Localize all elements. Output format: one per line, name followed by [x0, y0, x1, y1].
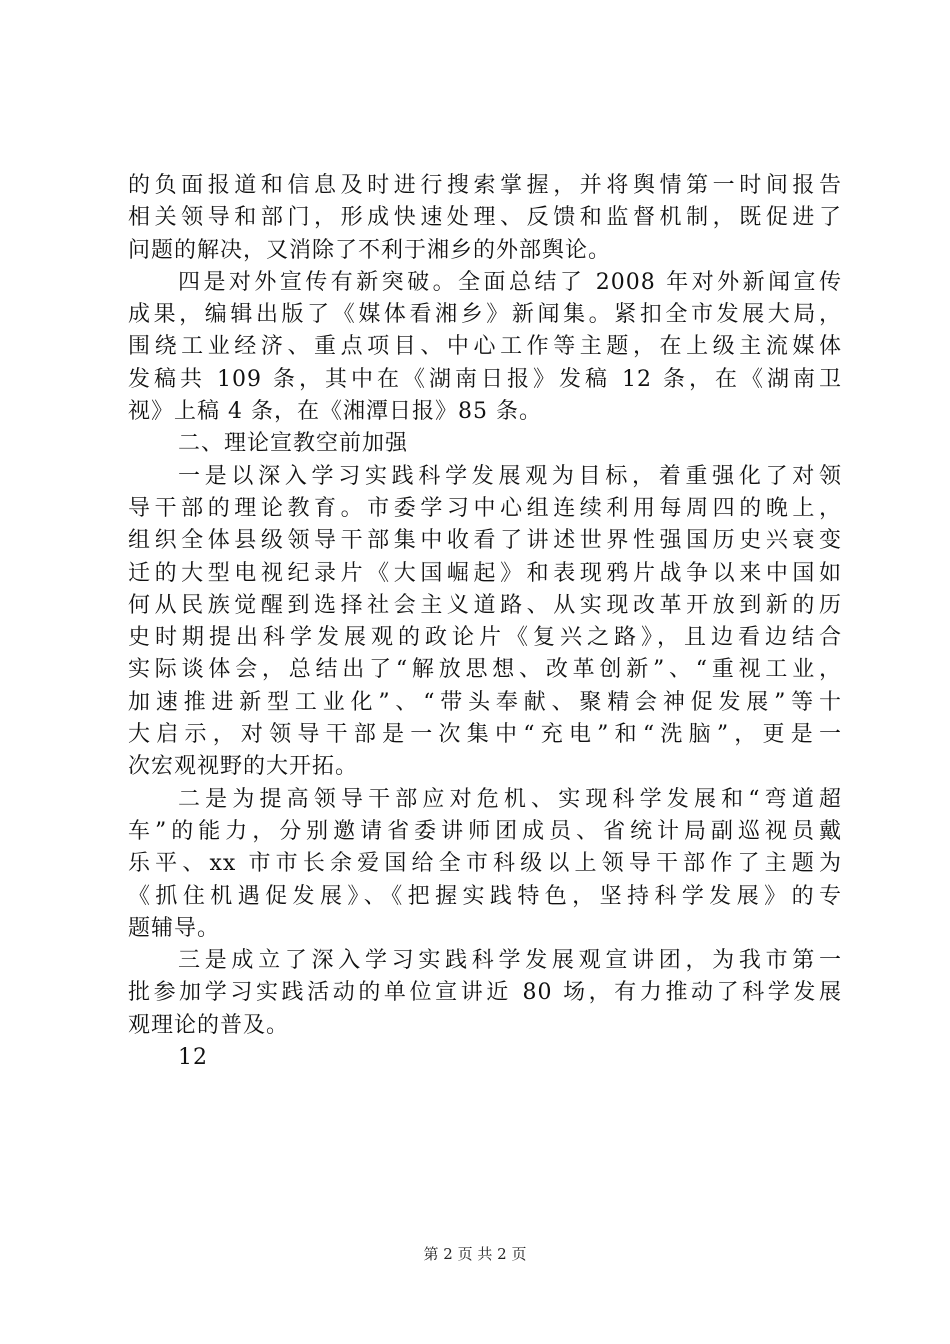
- text-line: 围绕工业经济、重点项目、中心工作等主题，在上级主流媒体: [128, 334, 842, 360]
- text-line: 四是对外宣传有新突破。全面总结了 2008 年对外新闻宣传: [178, 269, 842, 295]
- text-line: 问题的解决，又消除了不利于湘乡的外部舆论。: [128, 237, 612, 263]
- section-heading: 二、理论宣教空前加强: [178, 431, 409, 457]
- text-line: 导干部的理论教育。市委学习中心组连续利用每周四的晚上，: [128, 495, 842, 521]
- text-line: 史时期提出科学发展观的政论片《复兴之路》，且边看边结合: [128, 625, 842, 651]
- text-line: 加速推进新型工业化”、“带头奉献、聚精会神促发展”等十: [128, 689, 842, 715]
- text-line: 12: [178, 1045, 208, 1071]
- text-line: 视》上稿 4 条，在《湘潭日报》85 条。: [128, 399, 542, 425]
- text-line: 的负面报道和信息及时进行搜索掌握，并将舆情第一时间报告: [128, 173, 842, 198]
- text-line: 车”的能力，分别邀请省委讲师团成员、省统计局副巡视员戴: [128, 818, 842, 844]
- document-body: [128, 170, 842, 1074]
- text-line: 《抓住机遇促发展》、《把握实践特色，坚持科学发展》的专: [128, 883, 842, 909]
- text-line: 乐平、xx 市市长余爱国给全市科级以上领导干部作了主题为: [128, 851, 842, 877]
- text-line: 成果，编辑出版了《媒体看湘乡》新闻集。紧扣全市发展大局，: [128, 302, 842, 328]
- text-line: 三是成立了深入学习实践科学发展观宣讲团，为我市第一: [178, 948, 842, 974]
- text-line: 大启示，对领导干部是一次集中“充电”和“洗脑”，更是一: [128, 722, 842, 748]
- text-line: 何从民族觉醒到选择社会主义道路、从实现改革开放到新的历: [128, 592, 842, 618]
- text-line: 实际谈体会，总结出了“解放思想、改革创新”、“重视工业，: [128, 657, 842, 683]
- text-line: 观理论的普及。: [128, 1012, 290, 1038]
- page-footer: 第 2 页 共 2 页: [423, 1245, 527, 1263]
- text-line: 次宏观视野的大开拓。: [128, 754, 359, 780]
- text-line: 相关领导和部门，形成快速处理、反馈和监督机制，既促进了: [128, 205, 842, 231]
- text-line: 二是为提高领导干部应对危机、实现科学发展和“弯道超: [178, 786, 842, 812]
- text-line: 迁的大型电视纪录片《大国崛起》和表现鸦片战争以来中国如: [128, 560, 842, 586]
- text-line: 题辅导。: [128, 915, 221, 941]
- text-line: 一是以深入学习实践科学发展观为目标，着重强化了对领: [178, 463, 842, 489]
- text-line: 批参加学习实践活动的单位宣讲近 80 场，有力推动了科学发展: [128, 980, 842, 1006]
- text-line: 组织全体县级领导干部集中收看了讲述世界性强国历史兴衰变: [128, 528, 842, 554]
- text-line: 发稿共 109 条，其中在《湖南日报》发稿 12 条，在《湖南卫: [128, 366, 842, 392]
